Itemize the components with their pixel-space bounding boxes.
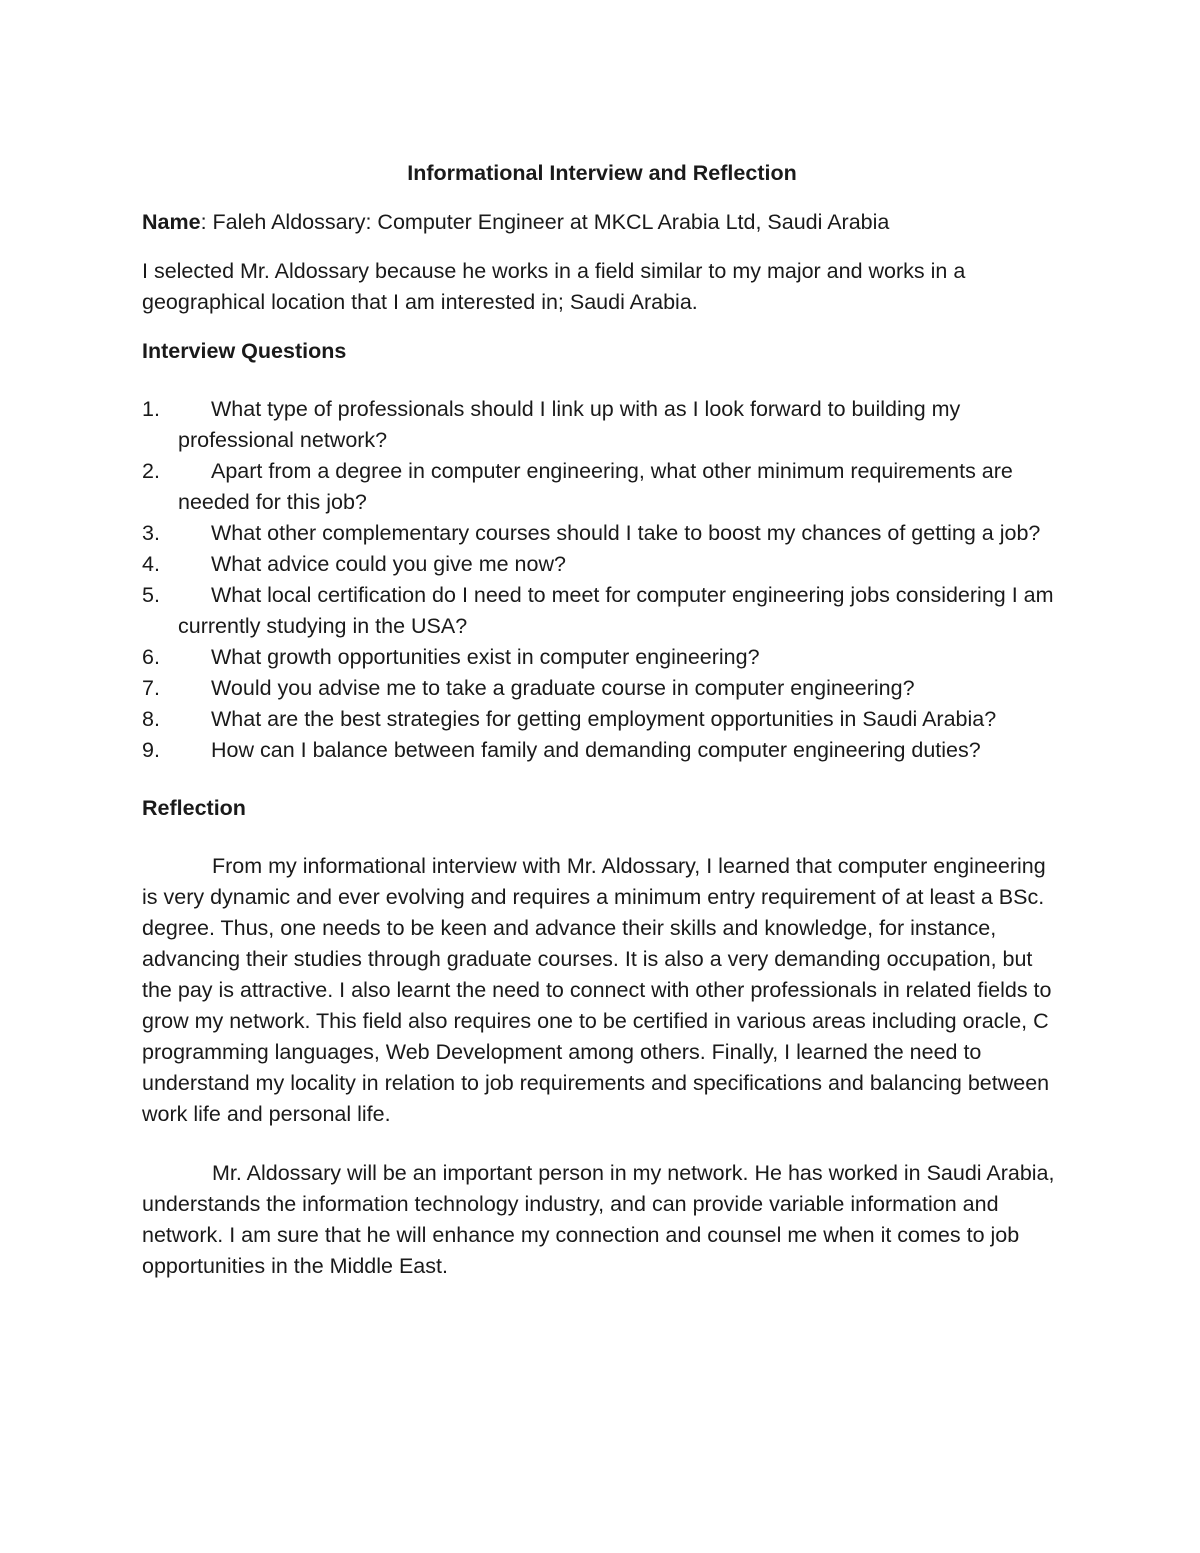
reflection-heading: Reflection (142, 796, 246, 820)
questions-heading: Interview Questions (142, 339, 347, 363)
question-number: 3. (142, 521, 160, 545)
question-text: Would you advise me to take a graduate course in computer engineering? (211, 676, 915, 700)
question-item (142, 704, 1062, 735)
question-item (142, 456, 1062, 518)
question-number: 9. (142, 738, 160, 762)
question-number: 8. (142, 707, 160, 731)
question-text: What type of professionals should I link up with as I look forward to building my professional network? (178, 397, 961, 452)
question-item (142, 673, 1062, 704)
document-content (142, 158, 1062, 1310)
question-item (142, 735, 1062, 766)
reflection-paragraph: From my informational interview with Mr. Aldossary, I learned that computer engineering is very dynamic and ever evolving and requires a minimum entry requirement of at least a BSc. degree. Thus, one needs to be keen and advance their skills and knowledge, for instance, advancing their studies through graduate courses. It is also a very demanding occupation, but the pay is attractive. I also learnt the need to connect with other professionals in related fields to grow my network. This field also requires one to be certified in various areas including oracle, C programming languages, Web Development among others. Finally, I learned the need to understand my locality in relation to job requirements and specifications and balancing between work life and personal life. (142, 854, 1052, 1126)
question-text: Apart from a degree in computer engineering, what other minimum requirements are needed for this job? (178, 459, 1013, 514)
question-text: What other complementary courses should I take to boost my chances of getting a job? (211, 521, 1041, 545)
question-item (142, 394, 1062, 456)
document-title: Informational Interview and Reflection (407, 161, 797, 185)
question-text: What local certification do I need to meet for computer engineering jobs considering I am currently studying in the USA? (178, 583, 1054, 638)
question-number: 5. (142, 583, 160, 607)
question-number: 7. (142, 676, 160, 700)
question-item (142, 518, 1062, 549)
name-line (142, 207, 1062, 238)
question-number: 6. (142, 645, 160, 669)
name-value: : Faleh Aldossary: Computer Engineer at MKCL Arabia Ltd, Saudi Arabia (200, 210, 890, 234)
question-number: 4. (142, 552, 160, 576)
question-text: What growth opportunities exist in computer engineering? (211, 645, 760, 669)
question-text: What advice could you give me now? (211, 552, 566, 576)
question-text: What are the best strategies for getting employment opportunities in Saudi Arabia? (211, 707, 997, 731)
questions-list (142, 394, 1062, 766)
intro-paragraph: I selected Mr. Aldossary because he works in a field similar to my major and works in a geographical location that I am interested in; Saudi Arabia. (142, 259, 966, 314)
name-label: Name (142, 210, 201, 234)
question-number: 1. (142, 397, 160, 421)
question-text: How can I balance between family and demanding computer engineering duties? (211, 738, 981, 762)
reflection-paragraph: Mr. Aldossary will be an important person in my network. He has worked in Saudi Arabia, understands the information technology industry, and can provide variable information and network. I am sure that he will enhance my connection and counsel me when it comes to job opportunities in the Middle East. (142, 1161, 1055, 1278)
question-number: 2. (142, 459, 160, 483)
question-item (142, 549, 1062, 580)
question-item (142, 580, 1062, 642)
question-item (142, 642, 1062, 673)
